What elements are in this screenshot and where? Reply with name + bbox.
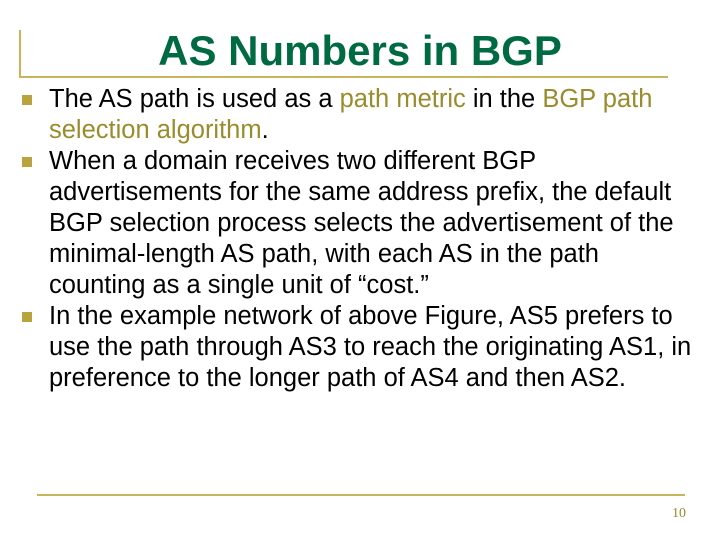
- square-bullet-icon: [22, 157, 32, 167]
- bullet-text-pre: The AS path is used as a: [49, 85, 340, 113]
- highlight-path-metric: path metric: [339, 85, 466, 113]
- bullet-text-mid: in the: [465, 85, 543, 113]
- footer-rule: [37, 494, 685, 496]
- bullet-list: [20, 84, 700, 394]
- bullet-text-post: .: [261, 116, 269, 144]
- square-bullet-icon: [22, 95, 32, 105]
- bullet-item: [20, 146, 700, 301]
- highlight-selection-algorithm: BGP path selection algorithm: [49, 85, 653, 144]
- title-underline: [19, 76, 668, 78]
- bullet-text: In the example network of above Figure, AS5 prefers to use the path through AS3 to reach the originating AS1, in preference to the longer path of AS4 and then AS2.: [49, 302, 692, 392]
- bullet-text: When a domain receives two different BGP advertisements for the same address prefix, the default BGP selection process selects the advertisement of the minimal-length AS path, with each AS in the path counting as a single unit of “cost.”: [49, 147, 674, 299]
- page-number: 10: [672, 506, 686, 521]
- bullet-item: [20, 301, 700, 394]
- square-bullet-icon: [22, 312, 32, 322]
- slide-title: AS Numbers in BGP: [158, 27, 562, 74]
- bullet-item: [20, 84, 700, 146]
